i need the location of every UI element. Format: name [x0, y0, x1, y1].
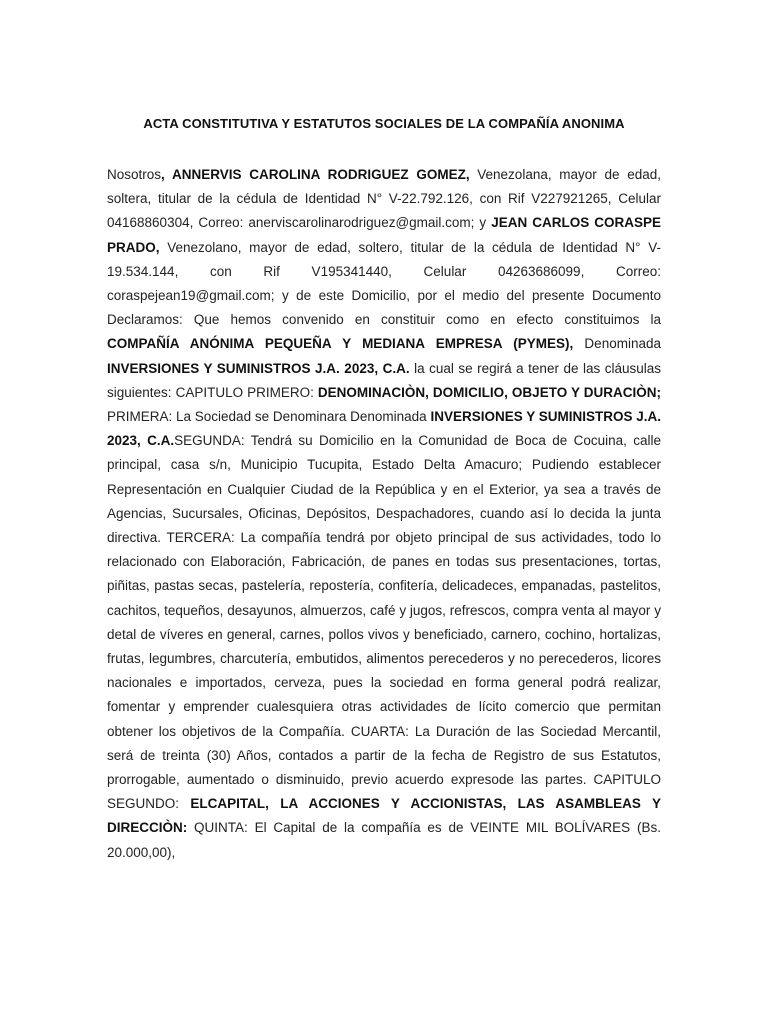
bold-text-run: JEAN CARLOS CORASPE PRADO,	[107, 215, 661, 255]
text-run: Denominada	[573, 336, 661, 352]
text-run: SEGUNDA: Tendrá su Domicilio en la Comunidad de Boca de Cocuina, calle principal, casa s/n, Municipio Tucupita, Estado Delta Amacuro; Pudiendo establecer Representación en Cualquier Ciudad de la República y en el Exterior, ya sea a través de Agencias, Sucursales, Oficinas, Depósitos, Despachadores, cuando así lo decida la junta directiva. TERCERA: La compañía tendrá por objeto principal de sus actividades, todo lo relacionado con Elaboración, Fabricación, de panes en todas sus presentaciones, tortas, piñitas, pastas secas, pastelería, repostería, confitería, delicadeces, empanadas, pastelitos, cachitos, tequeños, desayunos, almuerzos, café y jugos, refrescos, compra venta al mayor y detal de víveres en general, carnes, pollos vivos y beneficiado, carnero, cochino, hortalizas, frutas, legumbres, charcutería, embutidos, alimentos perecederos y no perecederos, licores nacionales e importados, cerveza, pues la sociedad en forma general podrá realizar, fomentar y emprender cualesquiera otras actividades de lícito comercio que permitan obtener los objetivos de la Compañía. CUARTA: La Duración de las Sociedad Mercantil, será de treinta (30) Años, contados a partir de la fecha de Registro de sus Estatutos, prorrogable, aumentado o disminuido, previo acuerdo expresode las partes. CAPITULO SEGUNDO:	[107, 433, 661, 812]
text-run: QUINTA: El Capital de la compañía es de VEINTE MIL BOLÍVARES (Bs. 20.000,00),	[107, 820, 661, 860]
bold-text-run: COMPAÑÍA ANÓNIMA PEQUEÑA Y MEDIANA EMPRESA (PYMES),	[107, 336, 574, 352]
document-body-paragraph	[107, 163, 661, 865]
bold-text-run: DENOMINACIÒN, DOMICILIO, OBJETO Y DURACIÒN;	[317, 384, 662, 400]
text-run: la cual se regirá a tener de las cláusulas siguientes: CAPITULO PRIMERO:	[107, 360, 662, 400]
text-run: Venezolana, mayor de edad, soltera, titular de la cédula de Identidad N° V-22.792.126, con Rif V227921265, Celular 04168860304, Correo: anerviscarolinarodriguez@gmail.com; y	[107, 167, 661, 231]
text-run: PRIMERA: La Sociedad se Denominara Denominada	[107, 409, 431, 425]
bold-text-run: INVERSIONES Y SUMINISTROS J.A. 2023, C.A.	[107, 360, 410, 376]
bold-text-run: , ANNERVIS CAROLINA RODRIGUEZ GOMEZ,	[161, 167, 470, 182]
text-run: Nosotros	[107, 167, 162, 182]
bold-text-run: INVERSIONES Y SUMINISTROS J.A. 2023, C.A.	[107, 409, 661, 449]
bold-text-run: ELCAPITAL, LA ACCIONES Y ACCIONISTAS, LAS ASAMBLEAS Y DIRECCIÒN:	[107, 796, 662, 836]
text-run: Venezolano, mayor de edad, soltero, titular de la cédula de Identidad N° V-19.534.144, con Rif V195341440, Celular 04263686099, Correo: coraspejean19@gmail.com; y de este Domicilio, por el medio del presente Documento Declaramos: Que hemos convenido en constituir como en efecto constituimos la	[107, 239, 661, 328]
document-title: ACTA CONSTITUTIVA Y ESTATUTOS SOCIALES DE LA COMPAÑÍA ANONIMA	[143, 116, 625, 131]
